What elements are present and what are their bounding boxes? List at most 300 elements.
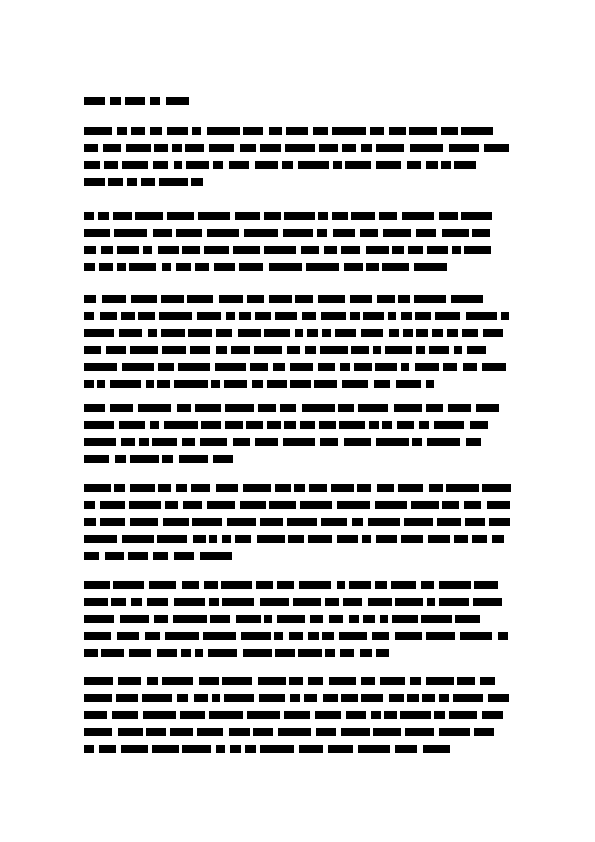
text-glyph-block (131, 127, 145, 135)
text-glyph-block (289, 632, 303, 640)
text-glyph-block (362, 535, 371, 543)
text-glyph-block (426, 632, 455, 640)
text-glyph-block (188, 329, 212, 337)
text-glyph-block (412, 438, 422, 446)
text-glyph-block (229, 728, 250, 736)
text-glyph-block (363, 615, 375, 623)
text-glyph-block (398, 484, 423, 492)
text-glyph-block (333, 229, 355, 237)
text-glyph-block (117, 246, 139, 254)
text-glyph-block (130, 518, 158, 526)
text-glyph-block (84, 312, 94, 320)
text-line (84, 178, 212, 186)
text-glyph-block (114, 229, 147, 237)
text-glyph-block (385, 346, 412, 354)
text-glyph-block (264, 329, 290, 337)
text-glyph-block (110, 404, 133, 412)
text-line (84, 363, 511, 371)
text-glyph-block (99, 745, 116, 753)
text-glyph-block (178, 363, 210, 371)
text-glyph-block (274, 632, 283, 640)
text-glyph-block (449, 711, 477, 719)
text-glyph-block (161, 329, 185, 337)
text-glyph-block (149, 581, 176, 589)
text-glyph-block (230, 745, 241, 753)
text-glyph-block (84, 632, 111, 640)
text-glyph-block (195, 263, 209, 271)
text-line (84, 728, 511, 736)
text-glyph-block (290, 694, 300, 702)
text-glyph-block (84, 455, 109, 463)
text-glyph-block (128, 552, 148, 560)
text-glyph-block (209, 144, 234, 152)
text-glyph-block (391, 581, 416, 589)
text-glyph-block (316, 728, 336, 736)
text-glyph-block (84, 728, 112, 736)
text-glyph-block (84, 346, 101, 354)
text-glyph-block (439, 581, 471, 589)
text-glyph-block (199, 677, 219, 685)
text-glyph-block (122, 535, 154, 543)
text-glyph-block (482, 484, 511, 492)
text-glyph-block (174, 161, 182, 169)
text-glyph-block (377, 484, 394, 492)
text-glyph-block (164, 421, 198, 429)
text-glyph-block (382, 263, 409, 271)
text-glyph-block (273, 363, 285, 371)
text-glyph-block (320, 438, 338, 446)
text-glyph-block (191, 484, 210, 492)
text-glyph-block (354, 363, 372, 371)
text-glyph-block (127, 178, 137, 186)
text-glyph-block (351, 346, 369, 354)
text-glyph-block (325, 598, 339, 606)
text-glyph-block (84, 694, 112, 702)
text-glyph-block (84, 615, 114, 623)
text-line (84, 455, 256, 463)
text-glyph-block (342, 144, 356, 152)
text-glyph-block (103, 144, 121, 152)
text-glyph-block (351, 212, 375, 220)
text-glyph-block (308, 632, 319, 640)
text-glyph-block (213, 455, 233, 463)
text-glyph-block (158, 363, 174, 371)
text-glyph-block (396, 380, 421, 388)
text-glyph-block (185, 144, 204, 152)
text-glyph-block (135, 212, 163, 220)
text-glyph-block (177, 404, 191, 412)
text-glyph-block (283, 229, 313, 237)
text-glyph-block (285, 144, 315, 152)
text-glyph-block (453, 694, 483, 702)
text-glyph-block (392, 615, 418, 623)
text-glyph-block (301, 246, 319, 254)
text-glyph-block (106, 346, 126, 354)
text-glyph-block (379, 212, 397, 220)
text-glyph-block (410, 677, 421, 685)
text-glyph-block (269, 295, 292, 303)
text-glyph-block (162, 346, 186, 354)
text-glyph-block (373, 346, 381, 354)
text-glyph-block (419, 421, 429, 429)
text-glyph-block (125, 97, 145, 105)
text-glyph-block (299, 581, 331, 589)
text-glyph-block (318, 212, 328, 220)
text-glyph-block (314, 380, 337, 388)
text-glyph-block (376, 144, 404, 152)
text-glyph-block (225, 421, 243, 429)
text-glyph-block (112, 711, 138, 719)
text-line (84, 632, 512, 640)
text-glyph-block (102, 295, 126, 303)
text-glyph-block (294, 484, 305, 492)
text-glyph-block (131, 295, 157, 303)
text-glyph-block (259, 694, 285, 702)
text-line (84, 615, 516, 623)
text-glyph-block (341, 728, 370, 736)
text-glyph-block (371, 711, 381, 719)
text-glyph-block (84, 144, 98, 152)
text-glyph-block (407, 694, 419, 702)
text-glyph-block (299, 745, 323, 753)
text-glyph-block (179, 455, 208, 463)
text-glyph-block (308, 535, 332, 543)
text-glyph-block (219, 295, 243, 303)
text-glyph-block (442, 501, 459, 509)
text-glyph-block (207, 229, 239, 237)
text-glyph-block (392, 246, 404, 254)
text-glyph-block (233, 438, 250, 446)
text-glyph-block (298, 161, 329, 169)
text-glyph-block (282, 161, 293, 169)
text-glyph-block (215, 363, 246, 371)
text-glyph-block (455, 615, 480, 623)
text-glyph-block (333, 161, 342, 169)
text-glyph-block (338, 404, 354, 412)
text-glyph-block (414, 263, 447, 271)
text-glyph-block (298, 649, 322, 657)
text-glyph-block (421, 581, 434, 589)
text-line (84, 312, 513, 320)
text-glyph-block (222, 535, 231, 543)
text-glyph-block (414, 295, 446, 303)
text-glyph-block (416, 346, 425, 354)
text-line (84, 581, 514, 589)
text-glyph-block (239, 263, 263, 271)
text-glyph-block (335, 329, 356, 337)
text-line (84, 404, 512, 412)
text-glyph-block (284, 711, 310, 719)
text-glyph-block (305, 346, 316, 354)
text-glyph-block (293, 598, 321, 606)
text-glyph-block (275, 312, 297, 320)
text-glyph-block (283, 438, 315, 446)
text-glyph-block (452, 246, 461, 254)
text-glyph-block (492, 535, 504, 543)
text-glyph-block (416, 229, 436, 237)
text-glyph-block (369, 421, 379, 429)
text-glyph-block (84, 161, 100, 169)
text-glyph-block (129, 501, 161, 509)
text-glyph-block (317, 229, 327, 237)
text-glyph-block (446, 484, 479, 492)
text-line (84, 501, 513, 509)
text-glyph-block (117, 127, 127, 135)
text-glyph-block (130, 484, 155, 492)
text-glyph-block (110, 380, 141, 388)
text-glyph-block (429, 484, 443, 492)
text-glyph-block (84, 552, 99, 560)
text-glyph-block (176, 229, 202, 237)
text-glyph-block (295, 295, 313, 303)
text-glyph-block (84, 363, 117, 371)
text-glyph-block (247, 711, 280, 719)
text-glyph-block (277, 615, 305, 623)
text-glyph-block (439, 212, 458, 220)
text-glyph-block (163, 518, 189, 526)
text-glyph-block (173, 615, 207, 623)
text-glyph-block (376, 649, 389, 657)
text-glyph-block (233, 246, 260, 254)
text-glyph-block (287, 518, 317, 526)
text-glyph-block (426, 161, 438, 169)
text-glyph-block (403, 329, 413, 337)
text-glyph-block (449, 144, 479, 152)
text-glyph-block (380, 677, 405, 685)
heading-line (84, 97, 196, 105)
text-glyph-block (318, 295, 345, 303)
text-glyph-block (375, 581, 387, 589)
text-glyph-block (243, 127, 263, 135)
text-glyph-block (324, 246, 337, 254)
text-glyph-block (260, 518, 283, 526)
text-glyph-block (100, 518, 125, 526)
text-glyph-block (235, 212, 260, 220)
text-glyph-block (320, 346, 348, 354)
text-glyph-block (269, 127, 282, 135)
text-glyph-block (287, 346, 300, 354)
text-glyph-block (474, 728, 494, 736)
text-glyph-block (195, 649, 203, 657)
text-glyph-block (111, 598, 126, 606)
text-glyph-block (358, 404, 388, 412)
text-glyph-block (84, 246, 96, 254)
text-glyph-block (441, 127, 458, 135)
text-glyph-block (114, 484, 125, 492)
text-glyph-block (211, 380, 220, 388)
text-glyph-block (258, 404, 276, 412)
text-glyph-block (357, 484, 371, 492)
text-glyph-block (464, 501, 481, 509)
text-glyph-block (84, 229, 110, 237)
text-glyph-block (467, 346, 486, 354)
text-glyph-block (244, 229, 278, 237)
text-glyph-block (384, 711, 397, 719)
text-glyph-block (264, 246, 296, 254)
text-glyph-block (309, 484, 327, 492)
text-line (84, 161, 510, 169)
text-glyph-block (122, 161, 148, 169)
text-glyph-block (415, 363, 439, 371)
text-glyph-block (408, 246, 423, 254)
text-glyph-block (207, 501, 235, 509)
text-glyph-block (167, 127, 188, 135)
text-glyph-block (269, 263, 302, 271)
text-glyph-block (341, 694, 358, 702)
text-glyph-block (182, 745, 211, 753)
text-glyph-block (463, 363, 477, 371)
text-glyph-block (454, 161, 476, 169)
text-glyph-block (472, 229, 490, 237)
text-glyph-block (482, 711, 503, 719)
text-glyph-block (221, 581, 252, 589)
text-glyph-block (222, 677, 252, 685)
text-glyph-block (203, 632, 236, 640)
text-glyph-block (116, 694, 138, 702)
text-glyph-block (322, 329, 331, 337)
text-line (84, 295, 512, 303)
text-glyph-block (427, 246, 448, 254)
text-glyph-block (104, 161, 118, 169)
text-glyph-block (410, 144, 443, 152)
text-glyph-block (361, 329, 383, 337)
text-glyph-block (307, 329, 318, 337)
text-glyph-block (187, 295, 213, 303)
text-glyph-block (382, 421, 392, 429)
text-glyph-block (361, 144, 372, 152)
text-glyph-block (84, 421, 114, 429)
text-glyph-block (260, 745, 294, 753)
text-line (84, 649, 409, 657)
text-glyph-block (84, 263, 95, 271)
text-line (84, 212, 514, 220)
text-glyph-block (240, 501, 266, 509)
text-glyph-block (290, 380, 311, 388)
text-glyph-block (366, 246, 389, 254)
text-glyph-block (162, 263, 171, 271)
text-glyph-block (343, 598, 362, 606)
text-glyph-block (427, 598, 435, 606)
text-glyph-block (255, 438, 278, 446)
text-glyph-block (337, 501, 370, 509)
text-glyph-block (466, 438, 481, 446)
text-glyph-block (147, 598, 168, 606)
text-glyph-block (157, 380, 170, 388)
text-glyph-block (306, 263, 339, 271)
text-glyph-block (422, 694, 435, 702)
text-glyph-block (97, 380, 105, 388)
text-glyph-block (339, 421, 365, 429)
text-glyph-block (264, 212, 281, 220)
text-glyph-block (421, 615, 452, 623)
text-glyph-block (192, 518, 222, 526)
text-glyph-block (209, 598, 219, 606)
text-glyph-block (269, 501, 296, 509)
text-glyph-block (409, 127, 437, 135)
text-glyph-block (286, 127, 308, 135)
text-glyph-block (197, 728, 223, 736)
text-glyph-block (318, 363, 335, 371)
text-glyph-block (439, 728, 470, 736)
text-glyph-block (210, 615, 230, 623)
text-glyph-block (448, 404, 471, 412)
text-glyph-block (150, 97, 160, 105)
text-glyph-block (372, 632, 389, 640)
text-glyph-block (84, 581, 110, 589)
text-line (84, 535, 513, 543)
text-glyph-block (437, 518, 461, 526)
text-glyph-block (216, 329, 232, 337)
text-glyph-block (84, 677, 113, 685)
text-glyph-block (267, 380, 287, 388)
text-glyph-block (400, 711, 431, 719)
text-glyph-block (142, 694, 172, 702)
text-glyph-block (345, 161, 371, 169)
text-glyph-block (204, 581, 218, 589)
text-glyph-block (361, 677, 375, 685)
text-glyph-block (401, 312, 412, 320)
text-glyph-block (484, 144, 509, 152)
text-glyph-block (100, 501, 125, 509)
text-glyph-block (480, 677, 495, 685)
text-glyph-block (476, 404, 499, 412)
text-glyph-block (118, 728, 143, 736)
text-glyph-block (101, 649, 124, 657)
text-glyph-block (489, 518, 510, 526)
text-glyph-block (252, 380, 263, 388)
text-glyph-block (172, 144, 182, 152)
text-glyph-block (498, 632, 508, 640)
text-glyph-block (375, 501, 407, 509)
text-glyph-block (339, 632, 367, 640)
text-glyph-block (253, 728, 273, 736)
text-glyph-block (462, 329, 478, 337)
text-glyph-block (226, 312, 235, 320)
text-glyph-block (280, 404, 296, 412)
text-glyph-block (255, 312, 271, 320)
text-glyph-block (150, 127, 162, 135)
text-glyph-block (340, 363, 350, 371)
text-glyph-block (200, 552, 232, 560)
text-glyph-block (302, 404, 335, 412)
text-glyph-block (341, 246, 360, 254)
text-glyph-block (159, 312, 192, 320)
text-glyph-block (162, 455, 173, 463)
text-line (84, 127, 512, 135)
text-glyph-block (277, 581, 294, 589)
text-glyph-block (349, 581, 371, 589)
text-glyph-block (121, 312, 135, 320)
text-glyph-block (154, 144, 168, 152)
text-line (84, 229, 515, 237)
text-glyph-block (138, 404, 171, 412)
text-glyph-block (397, 421, 414, 429)
text-glyph-block (426, 677, 454, 685)
text-glyph-block (158, 484, 171, 492)
text-glyph-block (139, 438, 149, 446)
text-glyph-block (84, 178, 105, 186)
text-glyph-block (258, 677, 286, 685)
text-line (84, 144, 513, 152)
text-glyph-block (368, 518, 400, 526)
text-glyph-block (363, 312, 384, 320)
text-glyph-block (227, 518, 256, 526)
text-glyph-block (457, 677, 475, 685)
text-glyph-block (423, 745, 450, 753)
text-glyph-block (402, 212, 434, 220)
text-glyph-block (394, 404, 422, 412)
text-glyph-block (182, 438, 195, 446)
